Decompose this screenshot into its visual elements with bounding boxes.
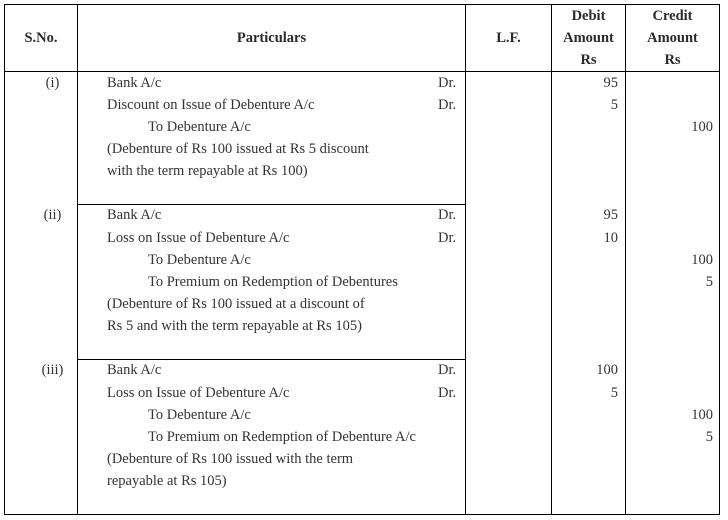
border-right [719, 4, 720, 515]
header-credit-line1: Credit [652, 8, 693, 24]
entry-line-credit: 5 [705, 429, 713, 445]
header-credit-line2: Amount [647, 30, 698, 46]
entry-line-dr: Dr. [438, 207, 457, 223]
entry-line-account: Loss on Issue of Debenture A/c [107, 385, 290, 401]
entry-line-debit: 95 [603, 207, 618, 223]
col-divider-particulars [465, 4, 466, 515]
header-particulars: Particulars [236, 30, 307, 46]
entry-narration: with the term repayable at Rs 100) [107, 163, 308, 179]
entry-line-debit: 10 [603, 230, 618, 246]
header-divider [4, 71, 720, 72]
border-top [4, 4, 720, 5]
entry-line-account: To Debenture A/c [148, 119, 251, 135]
entry-narration: (Debenture of Rs 100 issued at Rs 5 discount [107, 141, 369, 157]
entry-line-account: To Debenture A/c [148, 252, 251, 268]
entry-line-dr: Dr. [438, 230, 457, 246]
entry-narration: repayable at Rs 105) [107, 473, 227, 489]
entry-line-account: To Premium on Redemption of Debentures [148, 274, 398, 290]
entry-narration: (Debenture of Rs 100 issued at a discount of [107, 296, 365, 312]
entry-line-debit: 5 [610, 97, 618, 113]
header-sno: S.No. [24, 30, 58, 46]
entry-line-dr: Dr. [438, 97, 457, 113]
header-debit-line3: Rs [580, 52, 597, 68]
entry-line-debit: 95 [603, 75, 618, 91]
entry-narration: (Debenture of Rs 100 issued with the term [107, 451, 354, 467]
border-bottom [4, 514, 720, 515]
entry-sno: (ii) [43, 207, 62, 223]
header-credit-line3: Rs [664, 52, 681, 68]
entry-line-account: Loss on Issue of Debenture A/c [107, 230, 290, 246]
entry-line-account: To Debenture A/c [148, 407, 251, 423]
header-debit-line2: Amount [563, 30, 614, 46]
entry-separator-2 [77, 359, 466, 360]
entry-line-credit: 100 [691, 119, 713, 135]
header-lf: L.F. [496, 30, 521, 46]
header-debit-line1: Debit [571, 8, 606, 24]
entry-line-dr: Dr. [438, 385, 457, 401]
entry-line-credit: 100 [691, 252, 713, 268]
entry-sno: (iii) [41, 362, 64, 378]
entry-line-account: To Premium on Redemption of Debenture A/c [148, 429, 416, 445]
entry-separator-1 [77, 204, 466, 205]
entry-line-debit: 100 [596, 362, 618, 378]
entry-line-debit: 5 [610, 385, 618, 401]
entry-line-dr: Dr. [438, 75, 457, 91]
entry-line-dr: Dr. [438, 362, 457, 378]
entry-line-account: Bank A/c [107, 75, 162, 91]
entry-line-account: Bank A/c [107, 362, 162, 378]
entry-line-account: Bank A/c [107, 207, 162, 223]
entry-line-account: Discount on Issue of Debenture A/c [107, 97, 315, 113]
entry-sno: (i) [45, 75, 60, 91]
entry-line-credit: 5 [705, 274, 713, 290]
entry-narration: Rs 5 and with the term repayable at Rs 105) [107, 318, 362, 334]
entry-line-credit: 100 [691, 407, 713, 423]
